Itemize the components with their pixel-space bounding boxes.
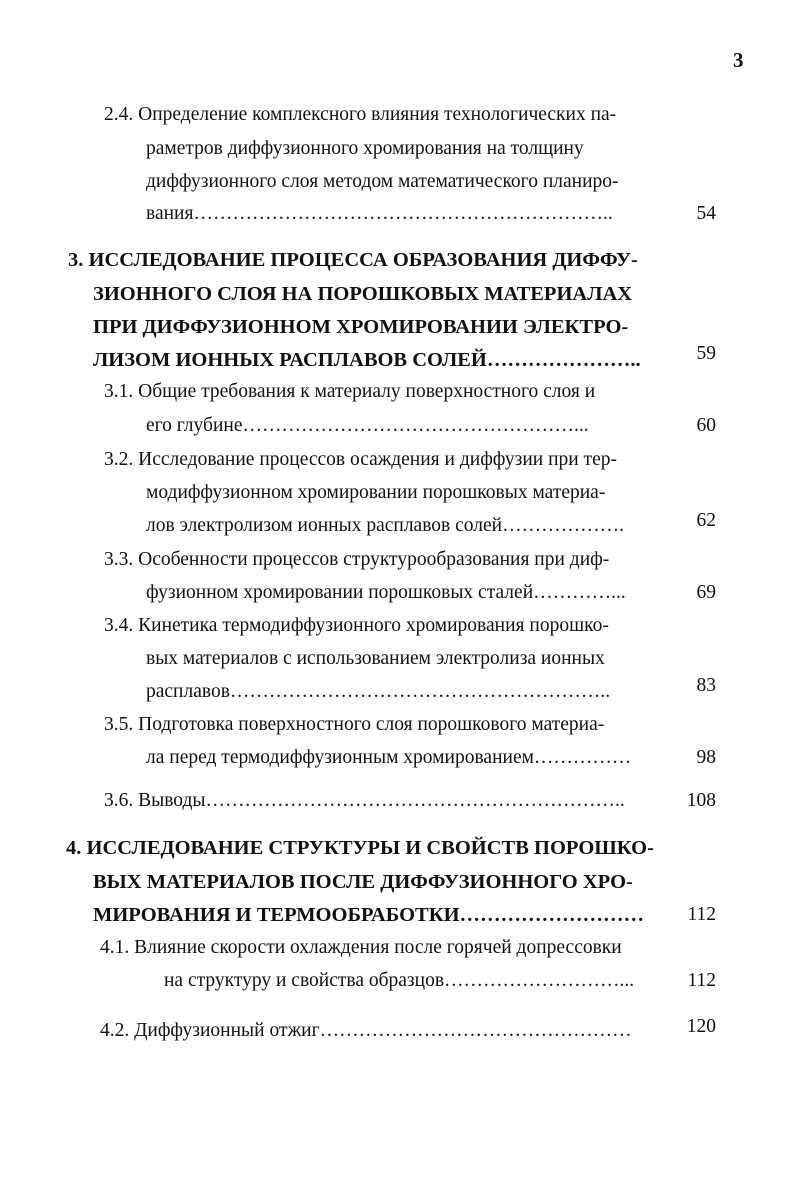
toc-line: 3.5. Подготовка поверхностного слоя порошкового материа- — [104, 714, 605, 735]
toc-line: 2.4. Определение комплексного влияния технологических па- — [104, 104, 617, 125]
toc-line: лов электролизом ионных расплавов солей………………. — [146, 515, 624, 536]
toc-line: 3.2. Исследование процессов осаждения и диффузии при тер- — [104, 449, 617, 470]
toc-page-number: 108 — [686, 790, 716, 811]
toc-line: расплавов………………………………………………….. — [146, 681, 611, 702]
toc-page-number: 62 — [696, 510, 716, 531]
toc-line: 3. ИССЛЕДОВАНИЕ ПРОЦЕССА ОБРАЗОВАНИЯ ДИФФУ- — [68, 249, 638, 271]
toc-line: 4. ИССЛЕДОВАНИЕ СТРУКТУРЫ И СВОЙСТВ ПОРОШКО- — [66, 837, 654, 859]
toc-line: вых материалов с использованием электролиза ионных — [146, 648, 605, 669]
toc-line: на структуру и свойства образцов………………………... — [164, 970, 635, 991]
toc-line: 3.1. Общие требования к материалу поверхностного слоя и — [104, 381, 596, 402]
toc-page-number: 112 — [687, 970, 716, 991]
toc-line: его глубине……………………………………………... — [146, 415, 589, 436]
toc-line: ЛИЗОМ ИОННЫХ РАСПЛАВОВ СОЛЕЙ………………….. — [93, 349, 641, 371]
toc-line: 3.4. Кинетика термодиффузионного хромирования порошко- — [104, 615, 609, 636]
toc-line: ВЫХ МАТЕРИАЛОВ ПОСЛЕ ДИФФУЗИОННОГО ХРО- — [93, 871, 633, 893]
toc-line: 3.3. Особенности процессов структурообразования при диф- — [104, 549, 610, 570]
toc-page-number: 59 — [696, 343, 716, 364]
toc-page-number: 60 — [696, 415, 716, 436]
toc-page-number: 98 — [696, 747, 716, 768]
toc-line: диффузионного слоя методом математического планиро- — [146, 171, 619, 192]
toc-line: ла перед термодиффузионным хромированием…………… — [146, 747, 632, 768]
toc-line: 4.1. Влияние скорости охлаждения после горячей допрессовки — [100, 937, 622, 958]
toc-line: ПРИ ДИФФУЗИОННОМ ХРОМИРОВАНИИ ЭЛЕКТРО- — [93, 316, 629, 338]
toc-page-number: 120 — [686, 1016, 716, 1037]
toc-line: фузионном хромировании порошковых сталей…………... — [146, 582, 626, 603]
toc-page-number: 69 — [696, 582, 716, 603]
toc-line: модиффузионном хромировании порошковых материа- — [146, 482, 606, 503]
toc-line: МИРОВАНИЯ И ТЕРМООБРАБОТКИ……………………… — [93, 904, 645, 926]
toc-line: вания……………………………………………………….. — [146, 203, 613, 224]
page-number: 3 — [733, 48, 744, 72]
toc-page-number: 83 — [696, 675, 716, 696]
toc-line: 4.2. Диффузионный отжиг………………………………………… — [100, 1020, 632, 1041]
toc-line: ЗИОННОГО СЛОЯ НА ПОРОШКОВЫХ МАТЕРИАЛАХ — [93, 283, 633, 305]
toc-page-number: 112 — [687, 904, 716, 925]
toc-line: раметров диффузионного хромирования на толщину — [146, 138, 584, 159]
toc-page-number: 54 — [696, 203, 716, 224]
toc-line: 3.6. Выводы……………………………………………………….. — [104, 790, 625, 811]
